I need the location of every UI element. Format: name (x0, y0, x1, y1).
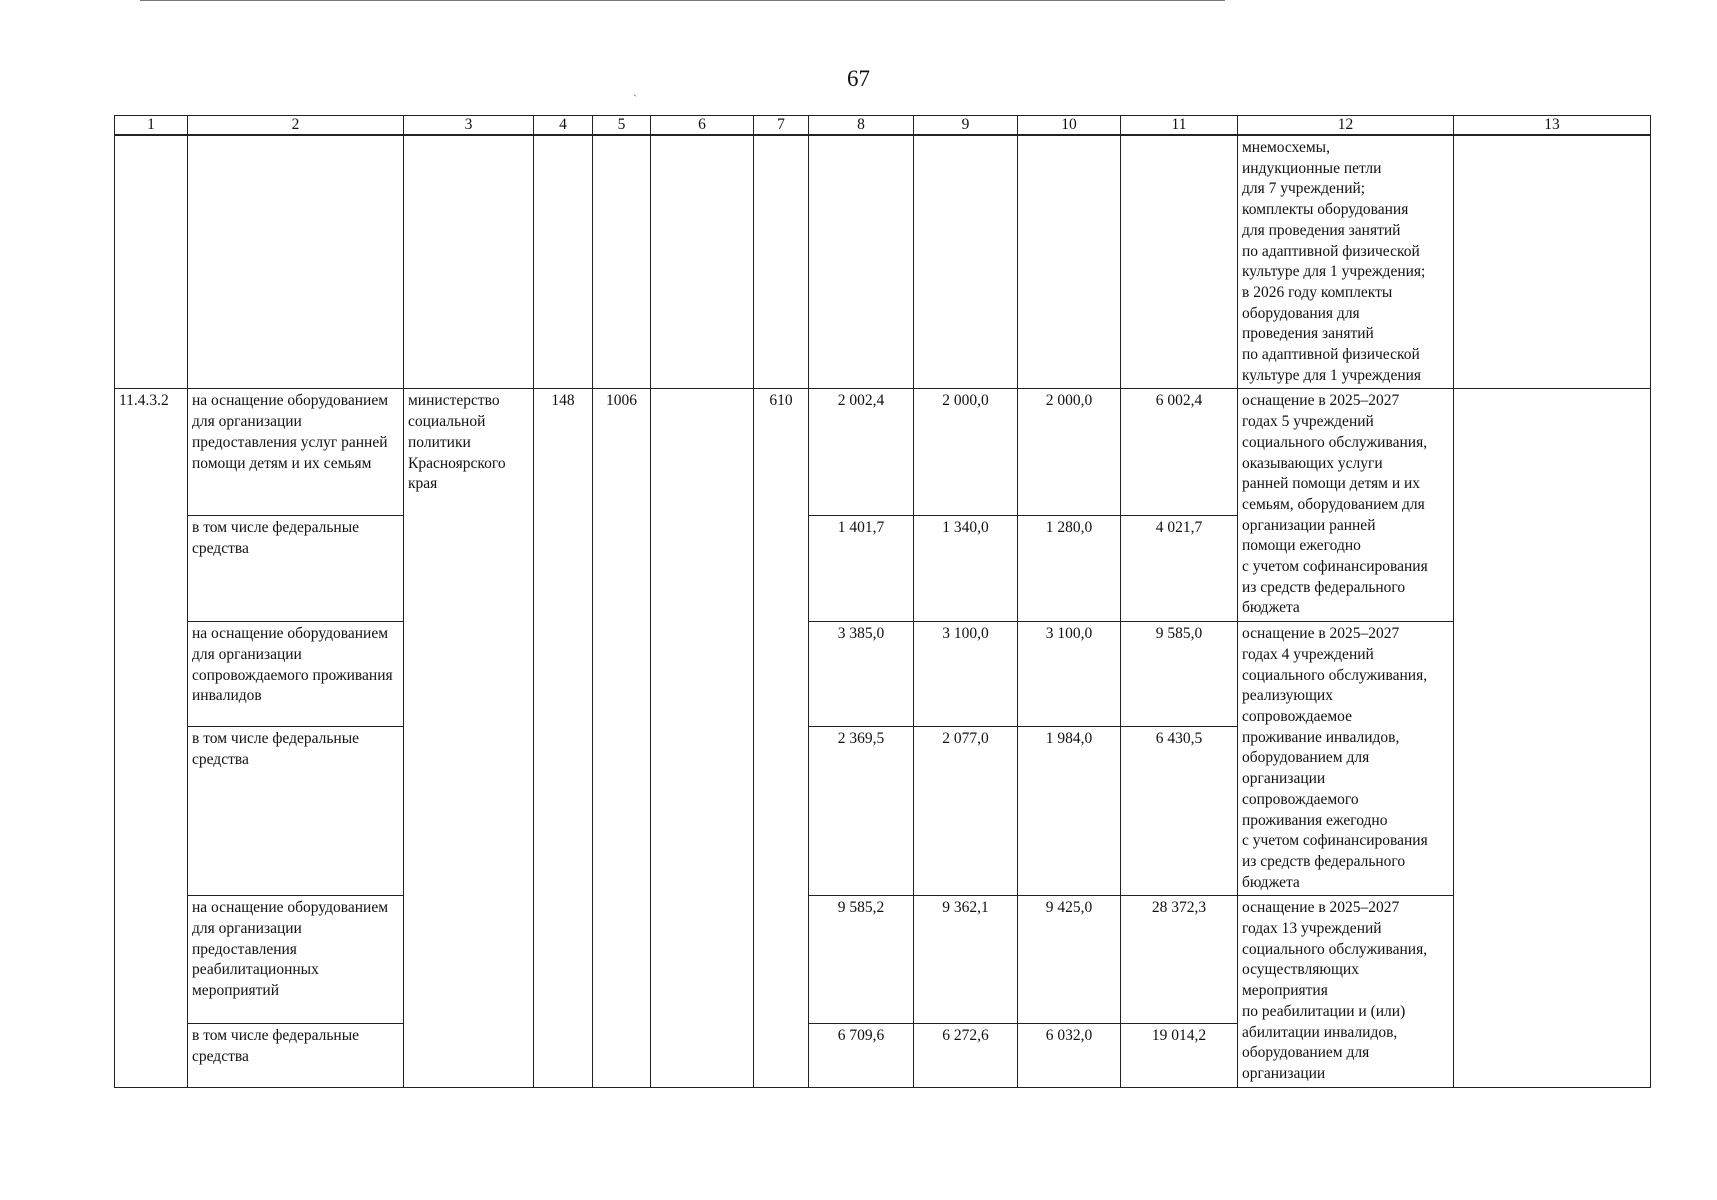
value-2027: 9 425,0 (1018, 896, 1121, 1024)
header-col-8: 8 (809, 116, 914, 136)
value-total: 28 372,3 (1121, 896, 1238, 1024)
rzpr-code: 1006 (593, 389, 651, 1087)
header-col-13: 13 (1454, 116, 1651, 136)
result-text: оснащение в 2025–2027 годах 4 учреждений социального обслуживания, реализующих сопровождаемое проживание инвалидов, оборудованием для организации сопровождаемого проживания ежегодно с учетом софинансирования из средств федерального бюджета (1238, 622, 1454, 896)
value-total: 6 430,5 (1121, 727, 1238, 896)
table-row (115, 896, 1651, 1024)
row-name: в том числе федеральные средства (188, 516, 404, 622)
value-2025: 2 369,5 (809, 727, 914, 896)
top-rule (140, 0, 1225, 1)
header-col-9: 9 (914, 116, 1018, 136)
value-2026: 2 077,0 (914, 727, 1018, 896)
header-col-12: 12 (1238, 116, 1454, 136)
value-2025: 6 709,6 (809, 1023, 914, 1087)
page-number: 67 (847, 66, 870, 91)
value-2025: 3 385,0 (809, 622, 914, 727)
row-name: на оснащение оборудованием для организации сопровождаемого проживания инвалидов (188, 622, 404, 727)
vr-code: 610 (754, 389, 809, 1087)
row-name: в том числе федеральные средства (188, 727, 404, 896)
result-text: оснащение в 2025–2027 годах 13 учреждений социального обслуживания, осуществляющих мероприятия по реабилитации и (или) абилитации инвалидов, оборудованием для организации (1238, 896, 1454, 1087)
value-2027: 2 000,0 (1018, 389, 1121, 516)
value-2026: 6 272,6 (914, 1023, 1018, 1087)
table-row (115, 389, 1651, 516)
row-name: в том числе федеральные средства (188, 1023, 404, 1087)
value-2026: 1 340,0 (914, 516, 1018, 622)
value-2027: 3 100,0 (1018, 622, 1121, 727)
budget-table (114, 115, 1651, 1088)
value-2025: 1 401,7 (809, 516, 914, 622)
table-row (115, 622, 1651, 727)
header-col-6: 6 (651, 116, 754, 136)
header-col-4: 4 (534, 116, 593, 136)
value-2025: 9 585,2 (809, 896, 914, 1024)
value-total: 6 002,4 (1121, 389, 1238, 516)
continuation-row (115, 135, 1651, 389)
result-text: оснащение в 2025–2027 годах 5 учреждений социального обслуживания, оказывающих услуги ранней помощи детям и их семьям, оборудованием для организации ранней помощи ежегодно с учетом софинансирования из средств федерального бюджета (1238, 389, 1454, 622)
row-name: на оснащение оборудованием для организации предоставления услуг ранней помощи детям и их семьям (188, 389, 404, 516)
value-2027: 1 280,0 (1018, 516, 1121, 622)
header-col-10: 10 (1018, 116, 1121, 136)
value-2026: 3 100,0 (914, 622, 1018, 727)
header-col-7: 7 (754, 116, 809, 136)
value-total: 19 014,2 (1121, 1023, 1238, 1087)
stray-mark: ` (633, 92, 637, 106)
row-name: на оснащение оборудованием для организации предоставления реабилитационных мероприятий (188, 896, 404, 1024)
header-col-2: 2 (188, 116, 404, 136)
col13-empty (1454, 389, 1651, 1087)
grbs-code: 148 (534, 389, 593, 1087)
continuation-result-text: мнемосхемы, индукционные петли для 7 учреждений; комплекты оборудования для проведения занятий по адаптивной физической культуре для 1 учреждения; в 2026 году комплекты оборудования для проведения занятий по адаптивной физической культуре для 1 учреждения (1238, 135, 1454, 389)
csr-code (651, 389, 754, 1087)
header-row (115, 116, 1651, 136)
header-col-1: 1 (115, 116, 188, 136)
value-total: 9 585,0 (1121, 622, 1238, 727)
header-col-3: 3 (404, 116, 534, 136)
value-2025: 2 002,4 (809, 389, 914, 516)
value-total: 4 021,7 (1121, 516, 1238, 622)
item-code: 11.4.3.2 (115, 389, 188, 1087)
value-2027: 6 032,0 (1018, 1023, 1121, 1087)
value-2026: 2 000,0 (914, 389, 1018, 516)
value-2026: 9 362,1 (914, 896, 1018, 1024)
value-2027: 1 984,0 (1018, 727, 1121, 896)
header-col-11: 11 (1121, 116, 1238, 136)
responsible-body: министерство социальной политики Красноярского края (404, 389, 534, 1087)
header-col-5: 5 (593, 116, 651, 136)
